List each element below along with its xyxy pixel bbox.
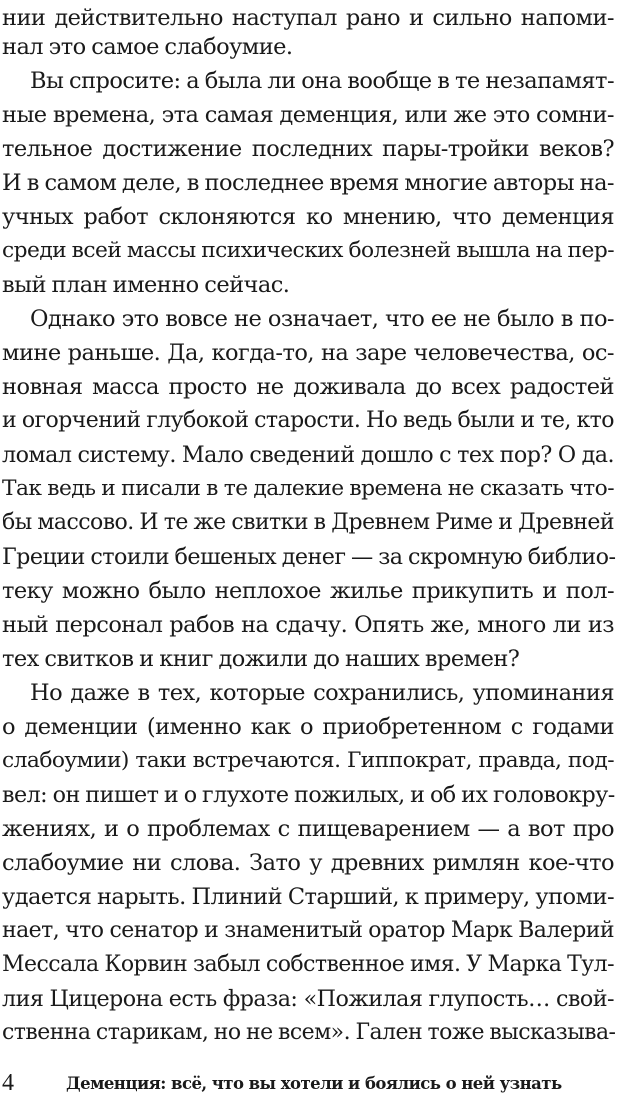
text-line: вый план именно сейчас. <box>2 272 290 298</box>
text-line: тельное достижение последних пары-тройки веков? <box>2 136 614 162</box>
text-line: мине раньше. Да, когда-то, на заре человечества, ос- <box>2 340 614 366</box>
text-line: учных работ склоняются ко мнению, что деменция <box>2 204 614 230</box>
text-line: нает, что сенатор и знаменитый оратор Марк Валерий <box>2 918 614 943</box>
text-line: жениях, и о проблемах с пищеварением — а вот про <box>2 816 614 842</box>
text-line: Так ведь и писали в те далекие времена не сказать что- <box>2 476 614 501</box>
text-line: И в самом деле, в последнее время многие авторы на- <box>2 170 614 196</box>
text-line: среди всей массы психических болезней вышла на пер- <box>2 238 614 263</box>
text-line: слабоумии) таки встречаются. Гиппократ, правда, под- <box>2 748 614 773</box>
text-line: и огорчений глубокой старости. Но ведь были и те, кто <box>2 408 614 433</box>
text-line: нал это самое слабоумие. <box>2 34 293 60</box>
text-line: Вы спросите: а была ли она вообще в те незапамят- <box>30 68 614 94</box>
text-line: Мессала Корвин забыл собственное имя. У Марка Тул- <box>2 952 614 977</box>
text-line: Однако это вовсе не означает, что ее не было в по- <box>30 306 614 332</box>
text-line: слабоумие ни слова. Зато у древних римлян кое-что <box>2 850 614 876</box>
text-line: Греции стоили бешеных денег — за скромную библио- <box>2 544 616 570</box>
text-line: ломал систему. Мало сведений дошло с тех пор? О да. <box>2 442 614 468</box>
text-line: ный персонал рабов на сдачу. Опять же, много ли из <box>2 612 614 638</box>
running-head: Деменция: всё, что вы хотели и боялись о ней узнать <box>66 1074 562 1093</box>
page-number: 4 <box>2 1070 14 1096</box>
text-line: лия Цицерона есть фраза: «Пожилая глупость… свой- <box>2 986 614 1012</box>
text-line: вел: он пишет и о глухоте пожилых, и об их головокру- <box>2 782 615 808</box>
text-line: удается нарыть. Плиний Старший, к примеру, упоми- <box>2 884 614 910</box>
page-footer <box>0 1068 619 1098</box>
text-line: Но даже в тех, которые сохранились, упоминания <box>30 680 614 706</box>
text-line: тех свитков и книг дожили до наших времен? <box>2 646 520 672</box>
text-line: новная масса просто не доживала до всех радостей <box>2 374 614 400</box>
text-line: ственна старикам, но не всем». Гален тоже высказыва- <box>2 1020 616 1045</box>
text-line: нии действительно наступал рано и сильно напоми- <box>2 5 614 31</box>
text-line: бы массово. И те же свитки в Древнем Риме и Древней <box>2 510 614 535</box>
text-line: теку можно было неплохое жилье прикупить и пол- <box>2 578 614 604</box>
text-line: о деменции (именно как о приобретенном с годами <box>2 714 614 740</box>
text-line: ные времена, эта самая деменция, или же это сомни- <box>2 102 614 128</box>
